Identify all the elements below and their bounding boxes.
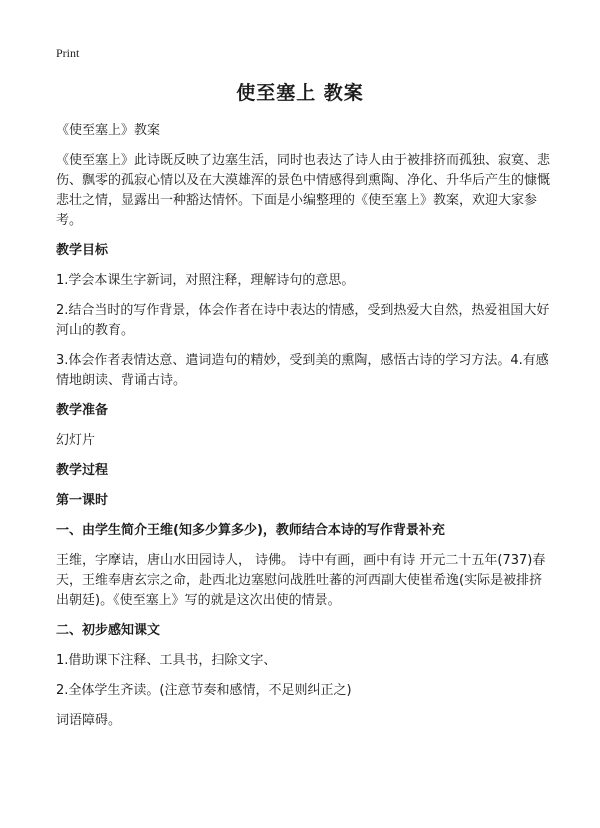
step2-item-3: 词语障碍。 bbox=[56, 713, 122, 728]
article-body bbox=[56, 121, 552, 741]
lesson-heading: 第一课时 bbox=[56, 493, 109, 508]
print-link[interactable]: Print bbox=[56, 46, 80, 60]
page-title: 使至塞上 教案 bbox=[236, 82, 364, 104]
step2-item-1: 1.借助课下注释、工具书，扫除文字、 bbox=[56, 653, 277, 668]
step2-item-2: 2.全体学生齐读。(注意节奏和感情，不足则纠正之) bbox=[56, 683, 352, 698]
goal-item-3: 3.体会作者表情达意、遣词造句的精妙，受到美的熏陶，感悟古诗的学习方法。4.有感情地朗读、背诵古诗。 bbox=[56, 353, 549, 388]
goal-item-1: 1.学会本课生字新词，对照注释，理解诗句的意思。 bbox=[56, 273, 355, 288]
step1-text: 王维，字摩诘，唐山水田园诗人， 诗佛。 诗中有画，画中有诗 开元二十五年(737)春天，王维奉唐玄宗之命，赴西北边塞慰问战胜吐蕃的河西副大使崔希逸(实际是被排挤出朝廷)。《使至塞上》写的就是这次出使的情景。 bbox=[56, 553, 546, 608]
prep-item: 幻灯片 bbox=[56, 433, 96, 448]
goal-item-2: 2.结合当时的写作背景，体会作者在诗中表达的情感，受到热爱大自然，热爱祖国大好河山的教育。 bbox=[56, 303, 550, 338]
step2-heading: 二、初步感知课文 bbox=[56, 623, 161, 638]
goals-heading: 教学目标 bbox=[56, 243, 109, 258]
process-heading: 教学过程 bbox=[56, 463, 109, 478]
intro-paragraph: 《使至塞上》此诗既反映了边塞生活，同时也表达了诗人由于被排挤而孤独、寂寞、悲伤、飘零的孤寂心情以及在大漠雄浑的景色中情感得到熏陶、净化、升华后产生的慷慨悲壮之情，显露出一种豁达情怀。下面是小编整理的《使至塞上》教案，欢迎大家参考。 bbox=[56, 153, 551, 228]
prep-heading: 教学准备 bbox=[56, 403, 109, 418]
intro-label: 《使至塞上》教案 bbox=[56, 123, 161, 138]
step1-heading: 一、由学生简介王维(知多少算多少)，教师结合本诗的写作背景补充 bbox=[56, 523, 445, 538]
